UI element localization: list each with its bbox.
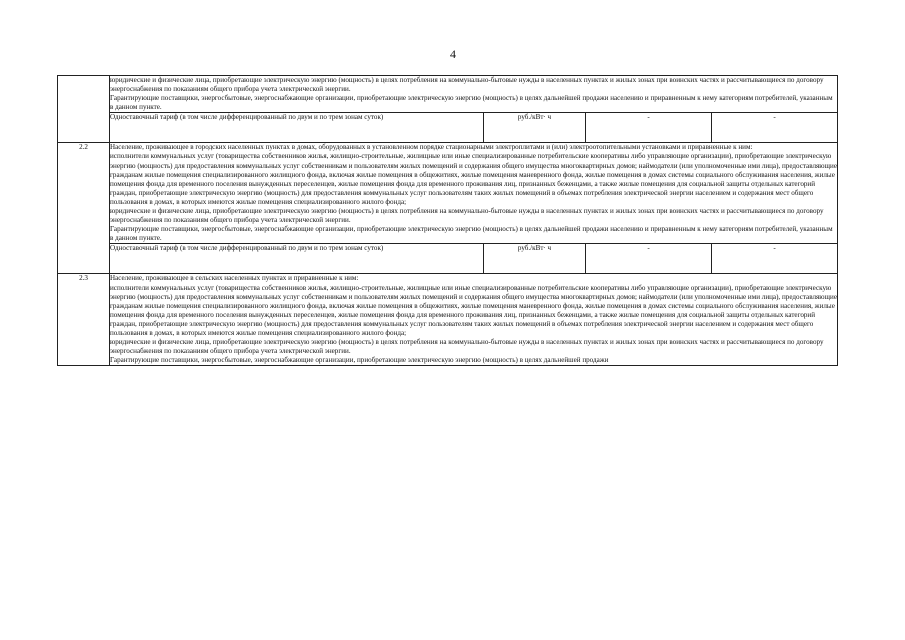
category-description: [110, 143, 838, 244]
description-paragraph: юридические и физические лица, приобретающие электрическую энергию (мощность) в целях потребления на коммунально-бытовые нужды в населенных пунктах и жилых зонах при воинских частях и рассчитывающиеся по договору энергоснабжения по показаниям общего прибора учета электрической энергии.: [110, 76, 824, 94]
description-paragraph: Население, проживающее в городских населенных пунктах в домах, оборудованных в установленном порядке стационарными электроплитами и (или) электроотопительными установками и приравненные к ним:: [110, 143, 753, 152]
row-number: 2.3: [58, 274, 110, 366]
tariff-value-2: -: [712, 244, 838, 274]
table-row: [58, 274, 838, 366]
tariff-name: Одноставочный тариф (в том числе дифференцированный по двум и по трем зонам суток): [110, 244, 484, 274]
table-row: [58, 244, 838, 274]
description-paragraph: юридические и физические лица, приобретающие электрическую энергию (мощность) в целях потребления на коммунально-бытовые нужды в населенных пунктах и жилых зонах при воинских частях и рассчитывающиеся по договору энергоснабжения по показаниям общего прибора учета электрической энергии.: [110, 338, 824, 356]
description-paragraph: исполнители коммунальных услуг (товарищества собственников жилья, жилищно-строительные, жилищные или иные специализированные потребительские кооперативы либо управляющие организации), приобретающие электрическую энергию (мощность) для предоставления коммунальных услуг собственникам и пользователям жилых помещений и содержания общего имущества многоквартирных домов; наймодатели (или уполномоченные ими лица), предоставляющие гражданам жилые помещения специализированного жилищного фонда, включая жилые помещения в общежитиях, жилые помещения маневренного фонда, жилые помещения в домах системы социального обслуживания населения, жилые помещения фонда для временного поселения вынужденных переселенцев, жилые помещения фонда для временного проживания лиц, признанных беженцами, а также жилые помещения для социальной защиты отдельных категорий граждан, приобретающие электрическую энергию (мощность) для предоставления коммунальных услуг пользователям таких жилых помещений в объемах потребления электрической энергии населением и содержания мест общего пользования в домах, в которых имеются жилые помещения специализированного жилого фонда;: [110, 283, 837, 337]
row-number: [58, 76, 110, 143]
tariff-table: [57, 75, 838, 366]
row-number: 2.2: [58, 143, 110, 274]
description-paragraph: Гарантирующие поставщики, энергосбытовые, энергоснабжающие организации, приобретающие электрическую энергию (мощность) в целях дальнейшей продажи населению и приравненным к нему категориям потребителей, указанным в данном пункте.: [110, 225, 833, 243]
description-paragraph: Гарантирующие поставщики, энергосбытовые, энергоснабжающие организации, приобретающие электрическую энергию (мощность) в целях дальнейшей продажи населению и приравненным к нему категориям потребителей, указанным в данном пункте.: [110, 94, 833, 112]
tariff-unit: руб./кВт· ч: [484, 244, 586, 274]
description-paragraph: Население, проживающее в сельских населенных пунктах и приравненные к ним:: [110, 274, 359, 283]
tariff-unit: руб./кВт· ч: [484, 113, 586, 143]
tariff-name: Одноставочный тариф (в том числе дифференцированный по двум и по трем зонам суток): [110, 113, 484, 143]
page-number: 4: [450, 47, 456, 61]
tariff-value-1: -: [586, 244, 712, 274]
category-description: [110, 76, 838, 113]
tariff-value-2: -: [712, 113, 838, 143]
category-description: [110, 274, 838, 366]
description-paragraph: юридические и физические лица, приобретающие электрическую энергию (мощность) в целях потребления на коммунально-бытовые нужды в населенных пунктах и жилых зонах при воинских частях и рассчитывающиеся по договору энергоснабжения по показаниям общего прибора учета электрической энергии.: [110, 207, 824, 225]
table-row: [58, 113, 838, 143]
description-paragraph: Гарантирующие поставщики, энергосбытовые, энергоснабжающие организации, приобретающие электрическую энергию (мощность) в целях дальнейшей продажи: [110, 356, 609, 365]
table-row: [58, 76, 838, 113]
tariff-value-1: -: [586, 113, 712, 143]
description-paragraph: исполнители коммунальных услуг (товарищества собственников жилья, жилищно-строительные, жилищные или иные специализированные потребительские кооперативы либо управляющие организации), приобретающие электрическую энергию (мощность) для предоставления коммунальных услуг собственникам и пользователям жилых помещений и содержания общего имущества многоквартирных домов; наймодатели (или уполномоченные ими лица), предоставляющие гражданам жилые помещения специализированного жилищного фонда, включая жилые помещения в общежитиях, жилые помещения маневренного фонда, жилые помещения в домах системы социального обслуживания населения, жилые помещения фонда для временного поселения вынужденных переселенцев, жилые помещения фонда для временного проживания лиц, признанных беженцами, а также жилые помещения для социальной защиты отдельных категорий граждан, приобретающие электрическую энергию (мощность) для предоставления коммунальных услуг пользователям таких жилых помещений в объемах потребления электрической энергии населением и содержания мест общего пользования в домах, в которых имеются жилые помещения специализированного жилого фонда;: [110, 152, 837, 206]
table-row: [58, 143, 838, 244]
